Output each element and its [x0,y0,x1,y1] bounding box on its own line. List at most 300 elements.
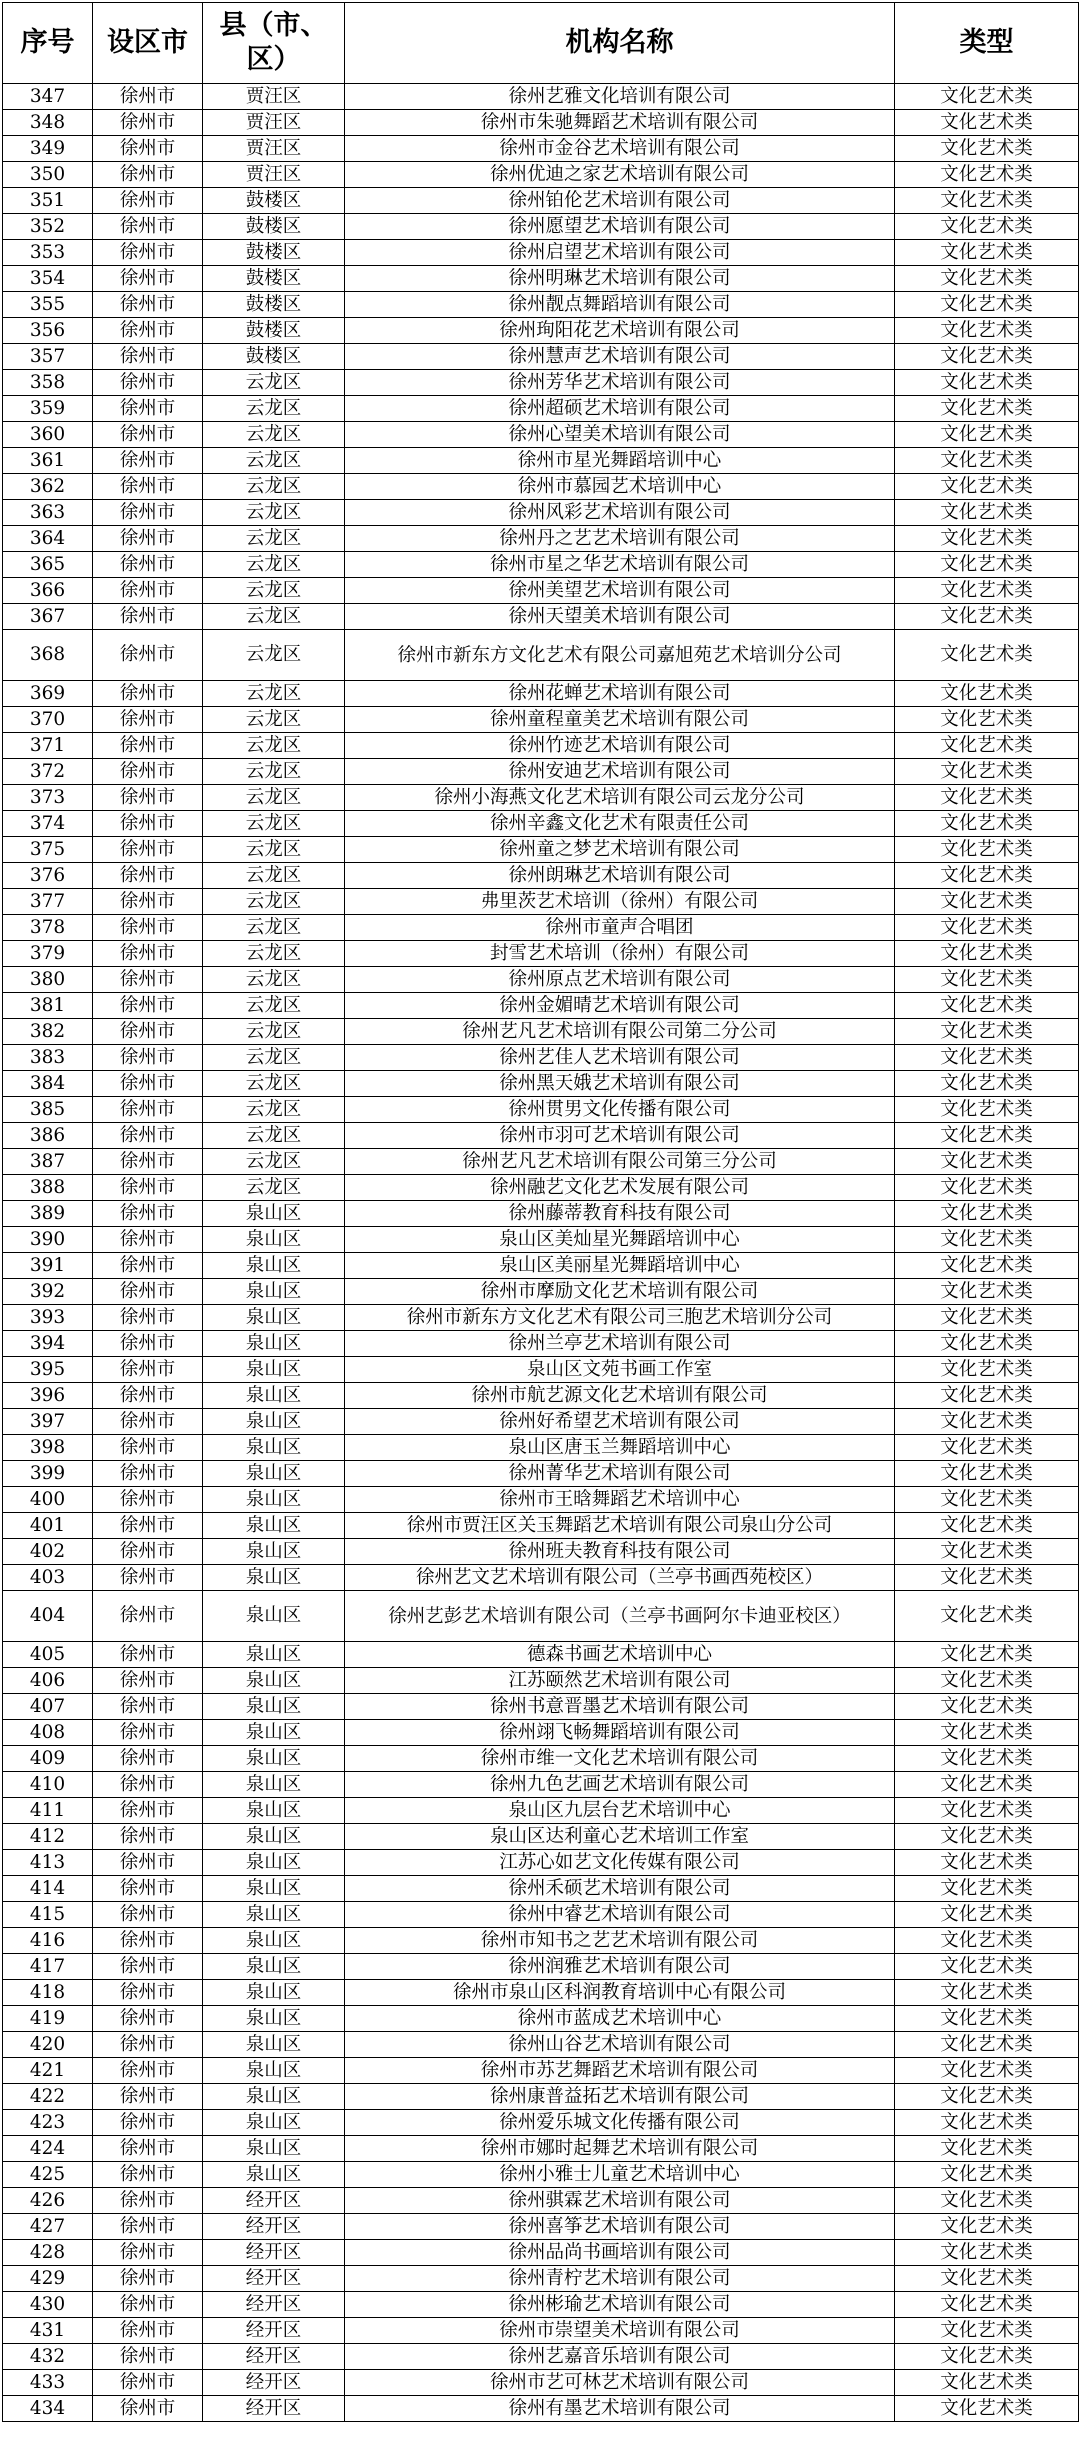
table-row [3,318,1079,344]
cell-type: 文化艺术类 [895,2084,1079,2110]
cell-type: 文化艺术类 [895,2110,1079,2136]
cell-type: 文化艺术类 [895,1097,1079,1123]
header-row [3,3,1079,84]
cell-index: 389 [3,1201,93,1227]
cell-type: 文化艺术类 [895,188,1079,214]
cell-county: 泉山区 [203,1461,345,1487]
cell-institution-name: 徐州九色艺画艺术培训有限公司 [345,1772,895,1798]
cell-institution-name: 徐州有墨艺术培训有限公司 [345,2396,895,2422]
cell-type: 文化艺术类 [895,915,1079,941]
cell-city: 徐州市 [93,2266,203,2292]
cell-institution-name: 徐州竹迹艺术培训有限公司 [345,733,895,759]
cell-index: 402 [3,1539,93,1565]
cell-index: 362 [3,474,93,500]
table-row [3,1902,1079,1928]
cell-institution-name: 徐州艺凡艺术培训有限公司第二分公司 [345,1019,895,1045]
cell-index: 416 [3,1928,93,1954]
table-row [3,1487,1079,1513]
cell-institution-name: 徐州市蓝成艺术培训中心 [345,2006,895,2032]
table-row [3,630,1079,681]
cell-city: 徐州市 [93,1487,203,1513]
cell-county: 鼓楼区 [203,188,345,214]
cell-type: 文化艺术类 [895,1694,1079,1720]
cell-county: 云龙区 [203,1097,345,1123]
cell-city: 徐州市 [93,500,203,526]
cell-type: 文化艺术类 [895,214,1079,240]
cell-city: 徐州市 [93,759,203,785]
cell-institution-name: 徐州市朱驰舞蹈艺术培训有限公司 [345,110,895,136]
cell-county: 鼓楼区 [203,292,345,318]
cell-county: 云龙区 [203,993,345,1019]
cell-city: 徐州市 [93,1824,203,1850]
cell-city: 徐州市 [93,552,203,578]
cell-index: 376 [3,863,93,889]
cell-index: 425 [3,2162,93,2188]
cell-county: 经开区 [203,2188,345,2214]
table-row [3,604,1079,630]
cell-type: 文化艺术类 [895,1123,1079,1149]
cell-index: 377 [3,889,93,915]
cell-type: 文化艺术类 [895,2162,1079,2188]
cell-type: 文化艺术类 [895,1720,1079,1746]
cell-city: 徐州市 [93,1694,203,1720]
cell-institution-name: 徐州愿望艺术培训有限公司 [345,214,895,240]
cell-type: 文化艺术类 [895,448,1079,474]
cell-city: 徐州市 [93,526,203,552]
table-row [3,1331,1079,1357]
cell-city: 徐州市 [93,2188,203,2214]
cell-type: 文化艺术类 [895,2188,1079,2214]
cell-type: 文化艺术类 [895,1980,1079,2006]
cell-type: 文化艺术类 [895,2396,1079,2422]
cell-type: 文化艺术类 [895,1876,1079,1902]
cell-index: 370 [3,707,93,733]
cell-index: 396 [3,1383,93,1409]
cell-institution-name: 徐州原点艺术培训有限公司 [345,967,895,993]
table-row [3,422,1079,448]
cell-type: 文化艺术类 [895,837,1079,863]
cell-type: 文化艺术类 [895,2006,1079,2032]
cell-county: 泉山区 [203,1746,345,1772]
cell-type: 文化艺术类 [895,967,1079,993]
cell-index: 421 [3,2058,93,2084]
cell-type: 文化艺术类 [895,1305,1079,1331]
table-row [3,136,1079,162]
cell-institution-name: 徐州市艺可林艺术培训有限公司 [345,2370,895,2396]
cell-type: 文化艺术类 [895,2344,1079,2370]
cell-institution-name: 封雪艺术培训（徐州）有限公司 [345,941,895,967]
cell-county: 泉山区 [203,1565,345,1591]
table-row [3,1409,1079,1435]
table-row [3,1383,1079,1409]
cell-city: 徐州市 [93,474,203,500]
cell-type: 文化艺术类 [895,1954,1079,1980]
cell-institution-name: 徐州启望艺术培训有限公司 [345,240,895,266]
cell-county: 云龙区 [203,396,345,422]
cell-index: 429 [3,2266,93,2292]
cell-county: 泉山区 [203,1772,345,1798]
cell-index: 399 [3,1461,93,1487]
cell-county: 泉山区 [203,1876,345,1902]
cell-type: 文化艺术类 [895,2318,1079,2344]
table-row [3,1591,1079,1642]
cell-county: 泉山区 [203,1824,345,1850]
cell-institution-name: 徐州艺雅文化培训有限公司 [345,84,895,110]
cell-institution-name: 徐州禾硕艺术培训有限公司 [345,1876,895,1902]
cell-city: 徐州市 [93,681,203,707]
table-row [3,811,1079,837]
cell-city: 徐州市 [93,422,203,448]
cell-type: 文化艺术类 [895,500,1079,526]
cell-county: 泉山区 [203,2136,345,2162]
cell-index: 364 [3,526,93,552]
cell-index: 393 [3,1305,93,1331]
cell-type: 文化艺术类 [895,1539,1079,1565]
table-row [3,1461,1079,1487]
cell-county: 泉山区 [203,2084,345,2110]
table-row [3,2162,1079,2188]
table-row [3,1149,1079,1175]
cell-county: 泉山区 [203,1642,345,1668]
cell-county: 泉山区 [203,2006,345,2032]
cell-type: 文化艺术类 [895,785,1079,811]
table-row [3,370,1079,396]
table-row [3,552,1079,578]
table-row [3,993,1079,1019]
cell-county: 泉山区 [203,1435,345,1461]
cell-city: 徐州市 [93,1954,203,1980]
cell-city: 徐州市 [93,162,203,188]
table-row [3,967,1079,993]
cell-type: 文化艺术类 [895,2214,1079,2240]
cell-index: 406 [3,1668,93,1694]
cell-type: 文化艺术类 [895,1824,1079,1850]
cell-county: 泉山区 [203,1668,345,1694]
cell-city: 徐州市 [93,188,203,214]
cell-index: 408 [3,1720,93,1746]
cell-index: 361 [3,448,93,474]
cell-institution-name: 徐州超硕艺术培训有限公司 [345,396,895,422]
cell-city: 徐州市 [93,630,203,681]
table-row [3,2240,1079,2266]
table-row [3,1720,1079,1746]
cell-county: 泉山区 [203,1331,345,1357]
cell-institution-name: 徐州小海燕文化艺术培训有限公司云龙分公司 [345,785,895,811]
cell-institution-name: 徐州品尚书画培训有限公司 [345,2240,895,2266]
cell-index: 410 [3,1772,93,1798]
table-row [3,1097,1079,1123]
cell-city: 徐州市 [93,1642,203,1668]
cell-county: 泉山区 [203,1201,345,1227]
cell-county: 泉山区 [203,2032,345,2058]
cell-index: 426 [3,2188,93,2214]
cell-institution-name: 徐州小雅士儿童艺术培训中心 [345,2162,895,2188]
cell-type: 文化艺术类 [895,1461,1079,1487]
cell-city: 徐州市 [93,1279,203,1305]
cell-index: 434 [3,2396,93,2422]
cell-county: 云龙区 [203,422,345,448]
cell-city: 徐州市 [93,2344,203,2370]
cell-index: 374 [3,811,93,837]
table-row [3,396,1079,422]
header-institution-name: 机构名称 [345,3,895,84]
header-city: 设区市 [93,3,203,84]
table-row [3,110,1079,136]
cell-institution-name: 江苏颐然艺术培训有限公司 [345,1668,895,1694]
table-row [3,266,1079,292]
cell-index: 391 [3,1253,93,1279]
cell-type: 文化艺术类 [895,1668,1079,1694]
cell-index: 383 [3,1045,93,1071]
cell-type: 文化艺术类 [895,1772,1079,1798]
cell-county: 云龙区 [203,733,345,759]
cell-type: 文化艺术类 [895,396,1079,422]
cell-index: 348 [3,110,93,136]
cell-index: 415 [3,1902,93,1928]
cell-county: 泉山区 [203,1539,345,1565]
cell-type: 文化艺术类 [895,84,1079,110]
cell-city: 徐州市 [93,941,203,967]
cell-index: 355 [3,292,93,318]
cell-county: 经开区 [203,2318,345,2344]
cell-index: 392 [3,1279,93,1305]
cell-index: 412 [3,1824,93,1850]
cell-county: 云龙区 [203,552,345,578]
table-row [3,214,1079,240]
cell-index: 387 [3,1149,93,1175]
cell-type: 文化艺术类 [895,1487,1079,1513]
cell-city: 徐州市 [93,733,203,759]
cell-city: 徐州市 [93,1357,203,1383]
cell-county: 贾汪区 [203,110,345,136]
cell-county: 鼓楼区 [203,318,345,344]
cell-index: 385 [3,1097,93,1123]
cell-county: 云龙区 [203,941,345,967]
cell-county: 泉山区 [203,1850,345,1876]
cell-city: 徐州市 [93,1331,203,1357]
cell-type: 文化艺术类 [895,759,1079,785]
table-row [3,2136,1079,2162]
cell-institution-name: 徐州天望美术培训有限公司 [345,604,895,630]
cell-institution-name: 徐州喜筝艺术培训有限公司 [345,2214,895,2240]
cell-institution-name: 徐州市慕园艺术培训中心 [345,474,895,500]
cell-type: 文化艺术类 [895,1928,1079,1954]
table-row [3,681,1079,707]
cell-institution-name: 徐州市摩励文化艺术培训有限公司 [345,1279,895,1305]
cell-county: 泉山区 [203,1720,345,1746]
cell-type: 文化艺术类 [895,526,1079,552]
cell-county: 泉山区 [203,1591,345,1642]
cell-institution-name: 徐州艺文艺术培训有限公司（兰亭书画西苑校区） [345,1565,895,1591]
table-row [3,915,1079,941]
table-row [3,1876,1079,1902]
cell-city: 徐州市 [93,1746,203,1772]
cell-index: 382 [3,1019,93,1045]
cell-type: 文化艺术类 [895,1279,1079,1305]
cell-institution-name: 徐州芳华艺术培训有限公司 [345,370,895,396]
cell-county: 云龙区 [203,811,345,837]
cell-city: 徐州市 [93,1928,203,1954]
table-row [3,1227,1079,1253]
cell-index: 384 [3,1071,93,1097]
table-row [3,2318,1079,2344]
cell-type: 文化艺术类 [895,1850,1079,1876]
cell-institution-name: 徐州明琳艺术培训有限公司 [345,266,895,292]
table-row [3,344,1079,370]
cell-county: 泉山区 [203,1513,345,1539]
cell-type: 文化艺术类 [895,1746,1079,1772]
cell-index: 371 [3,733,93,759]
cell-index: 386 [3,1123,93,1149]
cell-county: 经开区 [203,2266,345,2292]
cell-city: 徐州市 [93,2370,203,2396]
cell-city: 徐州市 [93,2084,203,2110]
cell-institution-name: 徐州艺凡艺术培训有限公司第三分公司 [345,1149,895,1175]
cell-index: 349 [3,136,93,162]
cell-index: 360 [3,422,93,448]
cell-institution-name: 泉山区唐玉兰舞蹈培训中心 [345,1435,895,1461]
table-row [3,2188,1079,2214]
cell-type: 文化艺术类 [895,1383,1079,1409]
table-row [3,2084,1079,2110]
cell-institution-name: 徐州花蝉艺术培训有限公司 [345,681,895,707]
cell-index: 353 [3,240,93,266]
cell-county: 鼓楼区 [203,240,345,266]
cell-city: 徐州市 [93,1409,203,1435]
cell-city: 徐州市 [93,1461,203,1487]
cell-county: 泉山区 [203,1279,345,1305]
cell-index: 424 [3,2136,93,2162]
table-row [3,941,1079,967]
cell-institution-name: 徐州金媚晴艺术培训有限公司 [345,993,895,1019]
cell-city: 徐州市 [93,863,203,889]
cell-index: 401 [3,1513,93,1539]
cell-institution-name: 徐州兰亭艺术培训有限公司 [345,1331,895,1357]
cell-city: 徐州市 [93,2136,203,2162]
header-index: 序号 [3,3,93,84]
cell-city: 徐州市 [93,1902,203,1928]
cell-institution-name: 徐州珣阳花艺术培训有限公司 [345,318,895,344]
cell-county: 泉山区 [203,2110,345,2136]
table-row [3,2344,1079,2370]
cell-institution-name: 徐州市维一文化艺术培训有限公司 [345,1746,895,1772]
cell-index: 405 [3,1642,93,1668]
cell-index: 422 [3,2084,93,2110]
cell-type: 文化艺术类 [895,1357,1079,1383]
cell-type: 文化艺术类 [895,110,1079,136]
cell-city: 徐州市 [93,214,203,240]
cell-city: 徐州市 [93,318,203,344]
cell-type: 文化艺术类 [895,552,1079,578]
cell-county: 云龙区 [203,1045,345,1071]
table-row [3,1201,1079,1227]
cell-city: 徐州市 [93,1305,203,1331]
cell-type: 文化艺术类 [895,240,1079,266]
cell-city: 徐州市 [93,370,203,396]
header-county: 县（市、区） [203,3,345,84]
cell-type: 文化艺术类 [895,681,1079,707]
cell-type: 文化艺术类 [895,578,1079,604]
cell-type: 文化艺术类 [895,1565,1079,1591]
cell-institution-name: 徐州藤蒂教育科技有限公司 [345,1201,895,1227]
cell-county: 经开区 [203,2370,345,2396]
cell-index: 423 [3,2110,93,2136]
cell-city: 徐州市 [93,110,203,136]
cell-index: 411 [3,1798,93,1824]
cell-county: 贾汪区 [203,162,345,188]
cell-county: 云龙区 [203,915,345,941]
cell-county: 泉山区 [203,1487,345,1513]
cell-city: 徐州市 [93,1435,203,1461]
cell-type: 文化艺术类 [895,1331,1079,1357]
cell-index: 414 [3,1876,93,1902]
cell-county: 云龙区 [203,578,345,604]
table-row [3,240,1079,266]
cell-city: 徐州市 [93,2032,203,2058]
cell-city: 徐州市 [93,1850,203,1876]
cell-city: 徐州市 [93,1123,203,1149]
cell-type: 文化艺术类 [895,2266,1079,2292]
cell-type: 文化艺术类 [895,1149,1079,1175]
cell-city: 徐州市 [93,2318,203,2344]
table-row [3,2032,1079,2058]
table-row [3,1565,1079,1591]
table-row [3,1642,1079,1668]
cell-city: 徐州市 [93,1539,203,1565]
cell-city: 徐州市 [93,266,203,292]
cell-county: 泉山区 [203,1409,345,1435]
cell-city: 徐州市 [93,1097,203,1123]
table-row [3,863,1079,889]
cell-type: 文化艺术类 [895,1227,1079,1253]
cell-institution-name: 弗里茨艺术培训（徐州）有限公司 [345,889,895,915]
table-row [3,1772,1079,1798]
cell-county: 经开区 [203,2214,345,2240]
cell-city: 徐州市 [93,1980,203,2006]
cell-index: 427 [3,2214,93,2240]
cell-city: 徐州市 [93,811,203,837]
cell-type: 文化艺术类 [895,1201,1079,1227]
cell-type: 文化艺术类 [895,889,1079,915]
cell-city: 徐州市 [93,2058,203,2084]
cell-county: 云龙区 [203,1175,345,1201]
cell-city: 徐州市 [93,1668,203,1694]
table-row [3,2058,1079,2084]
cell-type: 文化艺术类 [895,604,1079,630]
cell-city: 徐州市 [93,993,203,1019]
table-row [3,2396,1079,2422]
cell-institution-name: 徐州市贾汪区关玉舞蹈艺术培训有限公司泉山分公司 [345,1513,895,1539]
cell-county: 鼓楼区 [203,214,345,240]
cell-county: 云龙区 [203,526,345,552]
cell-index: 400 [3,1487,93,1513]
cell-type: 文化艺术类 [895,474,1079,500]
table-row [3,733,1079,759]
cell-city: 徐州市 [93,396,203,422]
table-row [3,1850,1079,1876]
cell-city: 徐州市 [93,2162,203,2188]
table-row [3,188,1079,214]
cell-index: 372 [3,759,93,785]
cell-county: 泉山区 [203,1798,345,1824]
cell-county: 经开区 [203,2292,345,2318]
table-row [3,2292,1079,2318]
cell-index: 417 [3,1954,93,1980]
table-body [3,84,1079,2422]
cell-type: 文化艺术类 [895,162,1079,188]
table-row [3,837,1079,863]
cell-institution-name: 徐州市知书之艺艺术培训有限公司 [345,1928,895,1954]
